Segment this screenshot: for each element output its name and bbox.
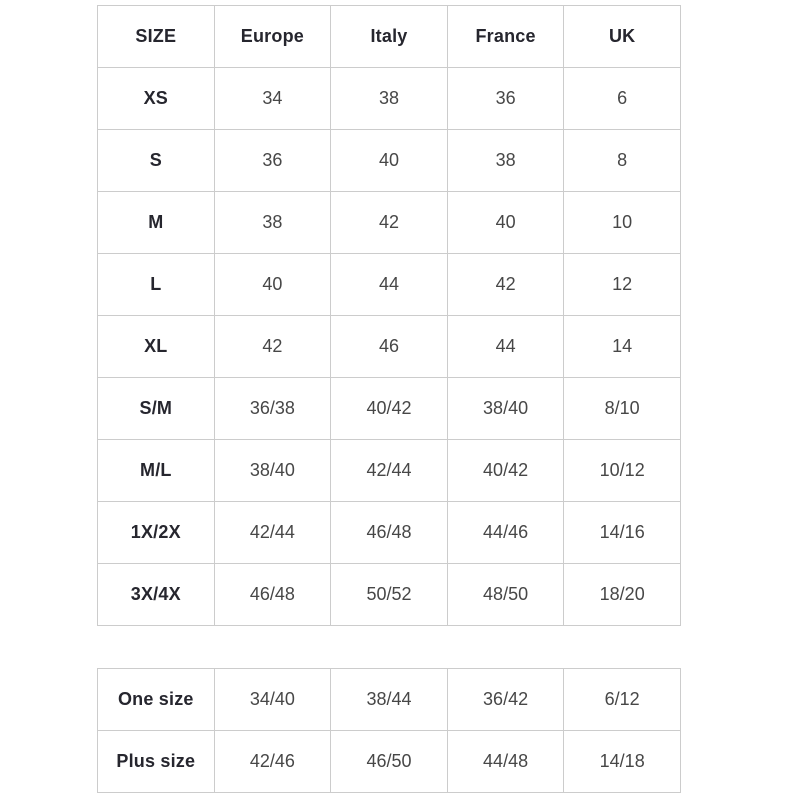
size-value: 40/42 [447, 440, 564, 502]
size-value: 10 [564, 192, 681, 254]
special-sizes-table [97, 668, 681, 793]
row-label: L [98, 254, 215, 316]
row-label: XL [98, 316, 215, 378]
size-value: 14/18 [564, 731, 681, 793]
size-value: 42 [331, 192, 448, 254]
column-header: Italy [331, 6, 448, 68]
size-value: 44 [331, 254, 448, 316]
size-value: 46/48 [214, 564, 331, 626]
size-value: 18/20 [564, 564, 681, 626]
row-label: M/L [98, 440, 215, 502]
table-row [98, 254, 681, 316]
size-value: 36/42 [447, 669, 564, 731]
size-value: 38 [214, 192, 331, 254]
size-value: 8 [564, 130, 681, 192]
size-value: 38 [331, 68, 448, 130]
size-value: 38/40 [214, 440, 331, 502]
row-label: 1X/2X [98, 502, 215, 564]
size-value: 42/44 [331, 440, 448, 502]
column-header: UK [564, 6, 681, 68]
size-value: 38/44 [331, 669, 448, 731]
size-value: 46/48 [331, 502, 448, 564]
size-value: 44/48 [447, 731, 564, 793]
size-conversion-table [97, 5, 681, 626]
header-row [98, 6, 681, 68]
table-row [98, 669, 681, 731]
size-value: 8/10 [564, 378, 681, 440]
size-value: 42/44 [214, 502, 331, 564]
size-value: 40 [331, 130, 448, 192]
column-header: Europe [214, 6, 331, 68]
table-row [98, 564, 681, 626]
size-value: 36 [214, 130, 331, 192]
size-value: 38 [447, 130, 564, 192]
table-row [98, 378, 681, 440]
size-value: 14/16 [564, 502, 681, 564]
table-row [98, 68, 681, 130]
table-row [98, 192, 681, 254]
size-value: 14 [564, 316, 681, 378]
row-label: S [98, 130, 215, 192]
size-value: 38/40 [447, 378, 564, 440]
table-row [98, 502, 681, 564]
size-value: 36/38 [214, 378, 331, 440]
size-value: 42 [214, 316, 331, 378]
size-value: 40 [447, 192, 564, 254]
size-value: 42/46 [214, 731, 331, 793]
row-label: One size [98, 669, 215, 731]
row-label: 3X/4X [98, 564, 215, 626]
table-row [98, 316, 681, 378]
size-value: 40/42 [331, 378, 448, 440]
size-value: 6/12 [564, 669, 681, 731]
size-value: 40 [214, 254, 331, 316]
size-value: 44/46 [447, 502, 564, 564]
row-label: M [98, 192, 215, 254]
row-label: XS [98, 68, 215, 130]
size-value: 10/12 [564, 440, 681, 502]
size-value: 44 [447, 316, 564, 378]
size-value: 36 [447, 68, 564, 130]
row-label: Plus size [98, 731, 215, 793]
size-value: 46 [331, 316, 448, 378]
table-row [98, 130, 681, 192]
size-value: 50/52 [331, 564, 448, 626]
size-value: 12 [564, 254, 681, 316]
size-value: 46/50 [331, 731, 448, 793]
row-label: S/M [98, 378, 215, 440]
size-value: 42 [447, 254, 564, 316]
size-value: 48/50 [447, 564, 564, 626]
column-header: SIZE [98, 6, 215, 68]
size-value: 34/40 [214, 669, 331, 731]
column-header: France [447, 6, 564, 68]
size-value: 6 [564, 68, 681, 130]
table-row [98, 731, 681, 793]
size-value: 34 [214, 68, 331, 130]
table-row [98, 440, 681, 502]
